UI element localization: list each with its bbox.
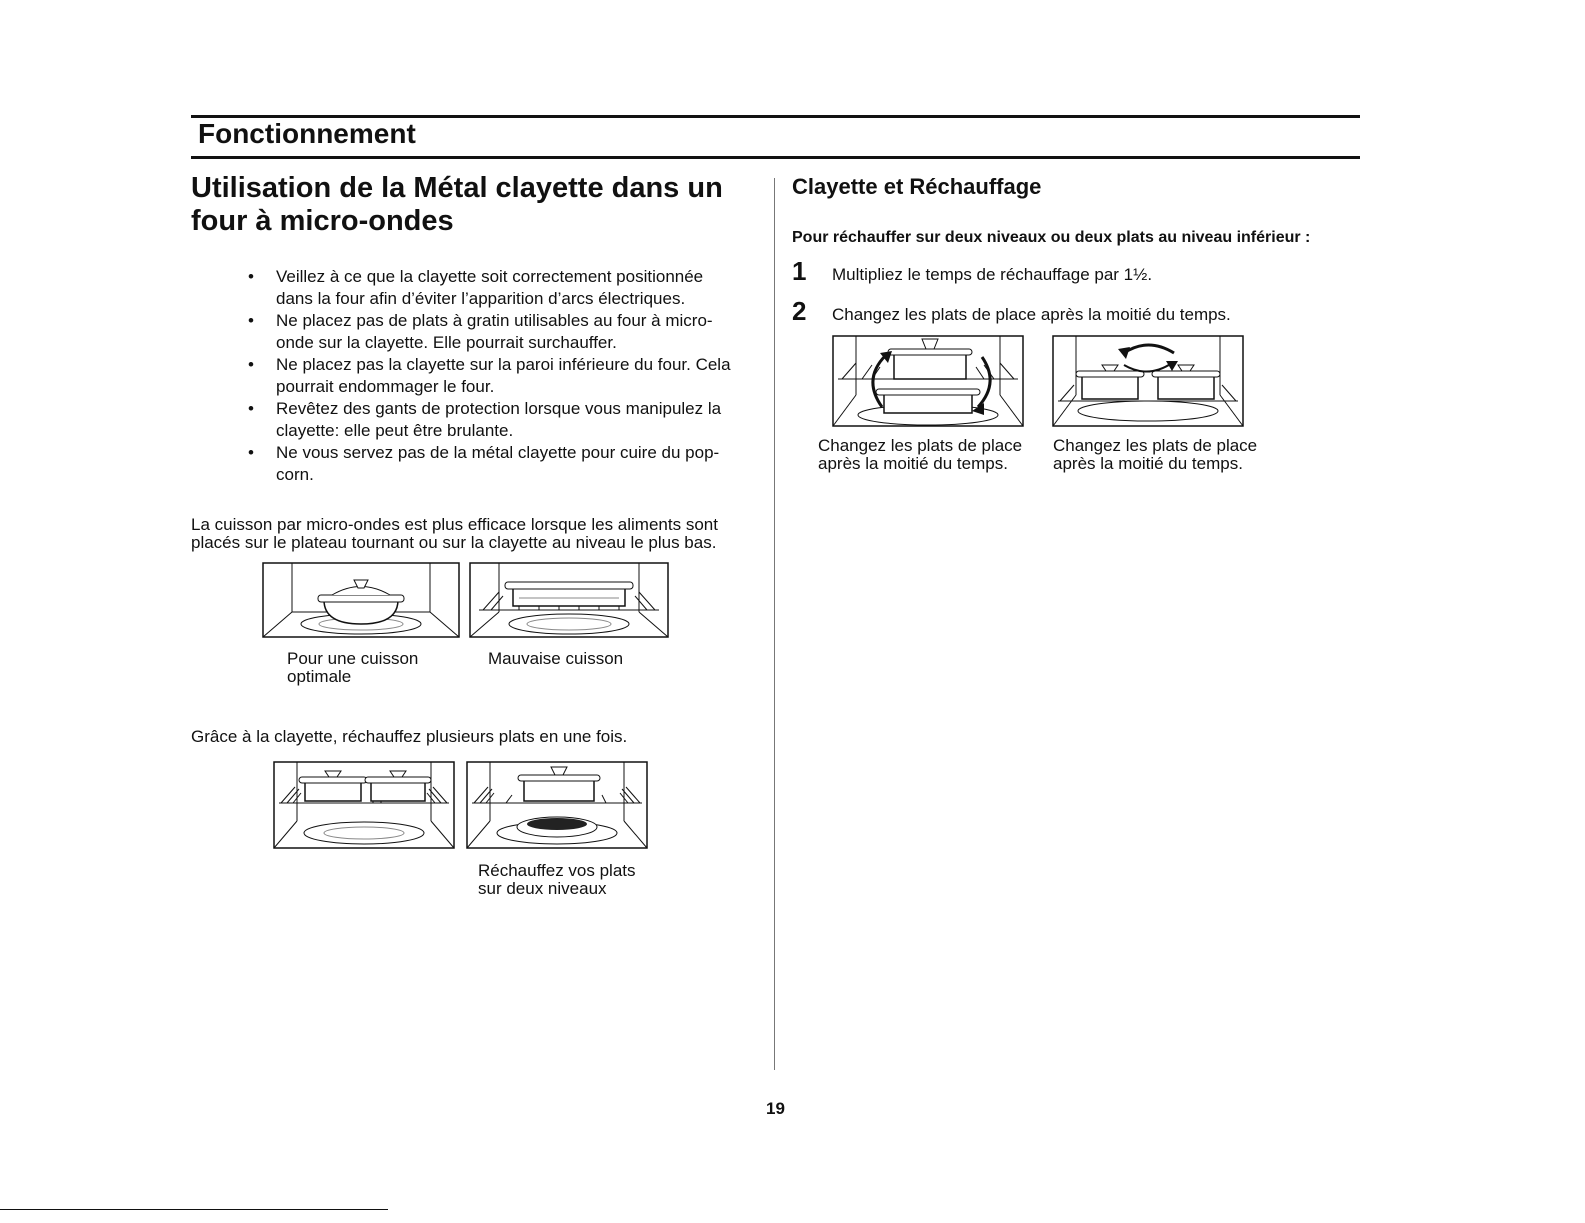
bullet-dot: • — [248, 399, 254, 418]
bullet-text: Ne placez pas de plats à gratin utilisables au four à micro- — [276, 311, 713, 330]
bullet-dot: • — [248, 267, 254, 286]
bullet-item — [248, 266, 768, 310]
bullet-text: Veillez à ce que la clayette soit correctement positionnée — [276, 267, 704, 286]
column-divider — [774, 178, 775, 1070]
page-number: 19 — [766, 1099, 785, 1118]
caption-optimal — [287, 650, 418, 686]
caption-line: Changez les plats de place — [818, 436, 1023, 455]
step-2-text: Changez les plats de place après la moitié du temps. — [832, 305, 1231, 324]
page-title — [191, 172, 761, 238]
bullet-item — [248, 442, 768, 486]
paragraph-efficiency — [191, 516, 766, 552]
step-number: 2 — [792, 296, 807, 326]
page-title-line2: four à micro-ondes — [191, 205, 454, 237]
caption-line: après la moitié du temps. — [1053, 454, 1243, 473]
step-2 — [792, 296, 806, 327]
oven-illustration-swap-positions — [1052, 335, 1244, 427]
caption-bad: Mauvaise cuisson — [488, 649, 624, 668]
header-bottom-rule — [191, 156, 1360, 159]
paragraph-line: La cuisson par micro-ondes est plus efficace lorsque les aliments sont — [191, 515, 718, 534]
right-subtitle: Pour réchauffer sur deux niveaux ou deux plats au niveau inférieur : — [792, 229, 1311, 246]
right-section-title: Clayette et Réchauffage — [792, 174, 1042, 199]
step-1 — [792, 256, 806, 287]
bullet-text: Ne vous servez pas de la métal clayette pour cuire du pop- — [276, 443, 720, 462]
bullet-text: Revêtez des gants de protection lorsque vous manipulez la — [276, 399, 722, 418]
bullet-item — [248, 354, 768, 398]
caption-line: optimale — [287, 667, 352, 686]
oven-illustration-swap-levels — [832, 335, 1024, 427]
caption-line: Changez les plats de place — [1053, 436, 1258, 455]
bullet-dot: • — [248, 311, 254, 330]
caption-line: Réchauffez vos plats — [478, 861, 636, 880]
bullet-item — [248, 310, 768, 354]
bullet-item — [248, 398, 768, 442]
caption-two-levels — [478, 862, 636, 898]
oven-illustration-optimal — [262, 562, 460, 638]
page-title-line1: Utilisation de la Métal clayette dans un — [191, 172, 723, 204]
bullet-text: clayette: elle peut être brulante. — [276, 421, 514, 440]
paragraph-line: placés sur le plateau tournant ou sur la clayette au niveau le plus bas. — [191, 533, 717, 552]
oven-illustration-bad — [469, 562, 669, 638]
step-number: 1 — [792, 256, 807, 286]
caption-swap-levels — [818, 437, 1022, 473]
step-1-text: Multipliez le temps de réchauffage par 1½. — [832, 265, 1153, 284]
caption-swap-positions — [1053, 437, 1257, 473]
caption-line: après la moitié du temps. — [818, 454, 1008, 473]
bullet-text: pourrait endommager le four. — [276, 377, 495, 396]
section-title: Fonctionnement — [198, 118, 416, 149]
footer-rule — [0, 1209, 388, 1210]
oven-illustration-two-dishes-rack — [273, 761, 455, 849]
caption-line: Pour une cuisson — [287, 649, 419, 668]
bullet-text: corn. — [276, 465, 314, 484]
safety-bullet-list — [248, 266, 768, 486]
bullet-text: onde sur la clayette. Elle pourrait surchauffer. — [276, 333, 617, 352]
bullet-text: dans la four afin d’éviter l’apparition d’arcs électriques. — [276, 289, 686, 308]
bullet-dot: • — [248, 355, 254, 374]
oven-illustration-two-levels — [466, 761, 648, 849]
bullet-dot: • — [248, 443, 254, 462]
bullet-text: Ne placez pas la clayette sur la paroi inférieure du four. Cela — [276, 355, 731, 374]
caption-line: sur deux niveaux — [478, 879, 607, 898]
paragraph-multiple-dishes: Grâce à la clayette, réchauffez plusieurs plats en une fois. — [191, 727, 628, 746]
